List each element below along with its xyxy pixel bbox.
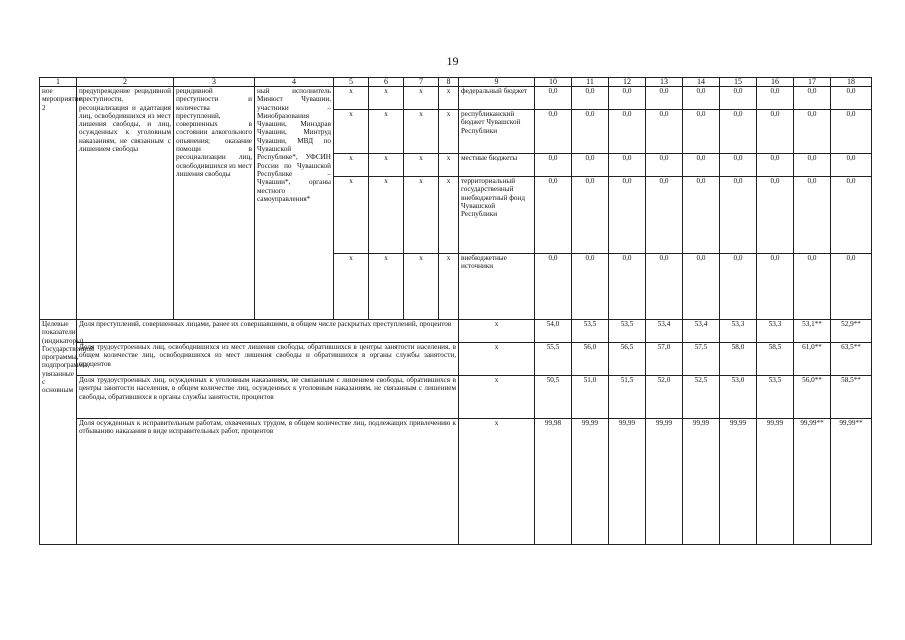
- value-cell: 55,5: [535, 343, 572, 376]
- value-cell: 0,0: [757, 177, 794, 254]
- x-mark: x: [459, 376, 535, 419]
- value-cell: 50,5: [535, 376, 572, 419]
- x-mark: x: [334, 154, 369, 177]
- indicator-text: Доля преступлений, совершенных лицами, ранее их совершавшими, в общем числе раскрытых преступлений, процентов: [77, 320, 459, 343]
- value-cell: 54,0: [535, 320, 572, 343]
- value-cell: 0,0: [720, 110, 757, 154]
- x-mark: x: [404, 154, 439, 177]
- value-cell: 0,0: [572, 87, 609, 110]
- value-cell: 0,0: [720, 154, 757, 177]
- x-mark: x: [334, 110, 369, 154]
- x-mark: x: [369, 87, 404, 110]
- value-cell: 57,0: [646, 343, 683, 376]
- col-num: 17: [794, 78, 831, 87]
- value-cell: 53,3: [720, 320, 757, 343]
- value-cell: 0,0: [535, 110, 572, 154]
- page-number: 19: [446, 54, 459, 68]
- indicator-row: [40, 343, 872, 376]
- value-cell: 0,0: [794, 254, 831, 320]
- x-mark: x: [439, 254, 459, 320]
- value-cell: 0,0: [572, 254, 609, 320]
- col-num: 13: [646, 78, 683, 87]
- x-mark: x: [369, 254, 404, 320]
- value-cell: 0,0: [757, 154, 794, 177]
- x-mark: x: [439, 177, 459, 254]
- col-num: 3: [174, 78, 255, 87]
- value-cell: 56,5: [609, 343, 646, 376]
- x-mark: x: [334, 177, 369, 254]
- value-cell: 0,0: [794, 154, 831, 177]
- x-mark: x: [404, 177, 439, 254]
- value-cell: 53,3: [757, 320, 794, 343]
- funding-source: местные бюджеты: [459, 154, 535, 177]
- value-cell: 0,0: [683, 87, 720, 110]
- col-num: 5: [334, 78, 369, 87]
- col-num: 8: [439, 78, 459, 87]
- value-cell: 0,0: [535, 177, 572, 254]
- x-mark: x: [369, 110, 404, 154]
- value-cell: 99,99**: [794, 419, 831, 545]
- value-cell: 52,5: [683, 376, 720, 419]
- value-cell: 0,0: [572, 154, 609, 177]
- value-cell: 53,5: [609, 320, 646, 343]
- indicators-label: Целевые показатели (индикаторы) Государственной программы, подпрограммы, увязанные с основным: [40, 320, 77, 545]
- value-cell: 0,0: [794, 87, 831, 110]
- value-cell: 58,5: [757, 343, 794, 376]
- x-mark: x: [334, 87, 369, 110]
- value-cell: 0,0: [646, 254, 683, 320]
- value-cell: 0,0: [831, 110, 872, 154]
- col-num: 1: [40, 78, 77, 87]
- value-cell: 99,99: [720, 419, 757, 545]
- value-cell: 99,99: [757, 419, 794, 545]
- value-cell: 0,0: [646, 154, 683, 177]
- col-num: 18: [831, 78, 872, 87]
- value-cell: 0,0: [720, 177, 757, 254]
- x-mark: x: [369, 177, 404, 254]
- x-mark: x: [459, 320, 535, 343]
- value-cell: 56,0: [572, 343, 609, 376]
- indicator-text: Доля осужденных к исправительным работам, охваченных трудом, в общем количестве лиц, подлежащих привлечению к отбыванию наказания в виде исправительных работ, процентов: [77, 419, 459, 545]
- measure-name: ное мероприятие 2: [40, 87, 77, 320]
- value-cell: 0,0: [794, 177, 831, 254]
- value-cell: 0,0: [831, 87, 872, 110]
- indicator-row: [40, 376, 872, 419]
- value-cell: 53,4: [646, 320, 683, 343]
- funding-source: территориальный государственный внебюджетный фонд Чувашской Республики: [459, 177, 535, 254]
- value-cell: 57,5: [683, 343, 720, 376]
- value-cell: 0,0: [609, 254, 646, 320]
- value-cell: 0,0: [683, 154, 720, 177]
- value-cell: 61,0**: [794, 343, 831, 376]
- value-cell: 53,1**: [794, 320, 831, 343]
- col-num: 15: [720, 78, 757, 87]
- col-num: 2: [77, 78, 174, 87]
- col-num: 4: [255, 78, 334, 87]
- value-cell: 63,5**: [831, 343, 872, 376]
- value-cell: 0,0: [572, 177, 609, 254]
- value-cell: 0,0: [609, 177, 646, 254]
- col-num: 16: [757, 78, 794, 87]
- value-cell: 53,0: [720, 376, 757, 419]
- x-mark: x: [439, 110, 459, 154]
- x-mark: x: [369, 154, 404, 177]
- x-mark: x: [334, 254, 369, 320]
- value-cell: 58,5**: [831, 376, 872, 419]
- value-cell: 0,0: [757, 254, 794, 320]
- value-cell: 0,0: [609, 154, 646, 177]
- funding-source: федеральный бюджет: [459, 87, 535, 110]
- value-cell: 0,0: [646, 87, 683, 110]
- value-cell: 0,0: [572, 110, 609, 154]
- value-cell: 0,0: [646, 177, 683, 254]
- value-cell: 99,99: [646, 419, 683, 545]
- value-cell: 99,99**: [831, 419, 872, 545]
- x-mark: x: [439, 87, 459, 110]
- value-cell: 99,99: [683, 419, 720, 545]
- col-num: 7: [404, 78, 439, 87]
- value-cell: 99,98: [535, 419, 572, 545]
- program-table: [39, 77, 872, 545]
- value-cell: 0,0: [535, 87, 572, 110]
- value-cell: 51,5: [609, 376, 646, 419]
- col-num: 12: [609, 78, 646, 87]
- x-mark: x: [404, 110, 439, 154]
- measure-goal: рецидивной преступности и количества преступлений, совершенных в состоянии алкогольного опьянения; оказание помощи в ресоциализации лиц, освободившихся из мест лишения свободы: [174, 87, 255, 320]
- funding-row: [40, 87, 872, 110]
- indicator-row: [40, 320, 872, 343]
- value-cell: 58,0: [720, 343, 757, 376]
- column-number-row: [40, 78, 872, 87]
- value-cell: 0,0: [683, 177, 720, 254]
- value-cell: 0,0: [831, 154, 872, 177]
- indicator-text: Доля трудоустроенных лиц, освободившихся из мест лишения свободы, обратившихся в центры занятости населения, в общем количестве лиц, освободившихся из мест лишения свободы и обратившихся в органы службы занятости, процентов: [77, 343, 459, 376]
- x-mark: x: [404, 254, 439, 320]
- value-cell: 0,0: [535, 154, 572, 177]
- indicator-row: [40, 419, 872, 545]
- value-cell: 53,5: [757, 376, 794, 419]
- value-cell: 52,9**: [831, 320, 872, 343]
- x-mark: x: [439, 154, 459, 177]
- col-num: 10: [535, 78, 572, 87]
- x-mark: x: [404, 87, 439, 110]
- value-cell: 0,0: [831, 254, 872, 320]
- value-cell: 0,0: [757, 110, 794, 154]
- x-mark: x: [459, 419, 535, 545]
- value-cell: 0,0: [609, 87, 646, 110]
- value-cell: 53,4: [683, 320, 720, 343]
- value-cell: 0,0: [720, 87, 757, 110]
- value-cell: 0,0: [794, 110, 831, 154]
- col-num: 14: [683, 78, 720, 87]
- value-cell: 0,0: [720, 254, 757, 320]
- measure-description: предупреждение рецидивной преступности, ресоциализация и адаптация лиц, освободившихся из мест лишения свободы, и лиц, осужденных к уголовным наказаниям, не связанным с лишением свободы: [77, 87, 174, 320]
- value-cell: 56,0**: [794, 376, 831, 419]
- value-cell: 53,5: [572, 320, 609, 343]
- value-cell: 0,0: [683, 110, 720, 154]
- value-cell: 0,0: [683, 254, 720, 320]
- indicator-text: Доля трудоустроенных лиц, осужденных к уголовным наказаниям, не связанным с лишением свободы, обратившихся в центры занятости населения, в общем количестве лиц, осужденных к уголовным наказаниям, не связанным с лишением свободы, обратившихся в органы службы занятости, процентов: [77, 376, 459, 419]
- value-cell: 52,0: [646, 376, 683, 419]
- value-cell: 0,0: [535, 254, 572, 320]
- col-num: 9: [459, 78, 535, 87]
- col-num: 11: [572, 78, 609, 87]
- value-cell: 51,0: [572, 376, 609, 419]
- value-cell: 0,0: [609, 110, 646, 154]
- x-mark: x: [459, 343, 535, 376]
- value-cell: 0,0: [757, 87, 794, 110]
- funding-source: внебюджетные источники: [459, 254, 535, 320]
- col-num: 6: [369, 78, 404, 87]
- measure-executors: ный исполнитель Минюст Чувашии, участники – Минобразования Чувашии, Минздрав Чувашии, Минтруд Чувашии, МВД по Чувашской Республике*, УФСИН России по Чувашской Республике – Чувашии*, органы местного самоуправления*: [255, 87, 334, 320]
- funding-source: республиканский бюджет Чувашской Республики: [459, 110, 535, 154]
- value-cell: 0,0: [831, 177, 872, 254]
- value-cell: 99,99: [572, 419, 609, 545]
- value-cell: 0,0: [646, 110, 683, 154]
- value-cell: 99,99: [609, 419, 646, 545]
